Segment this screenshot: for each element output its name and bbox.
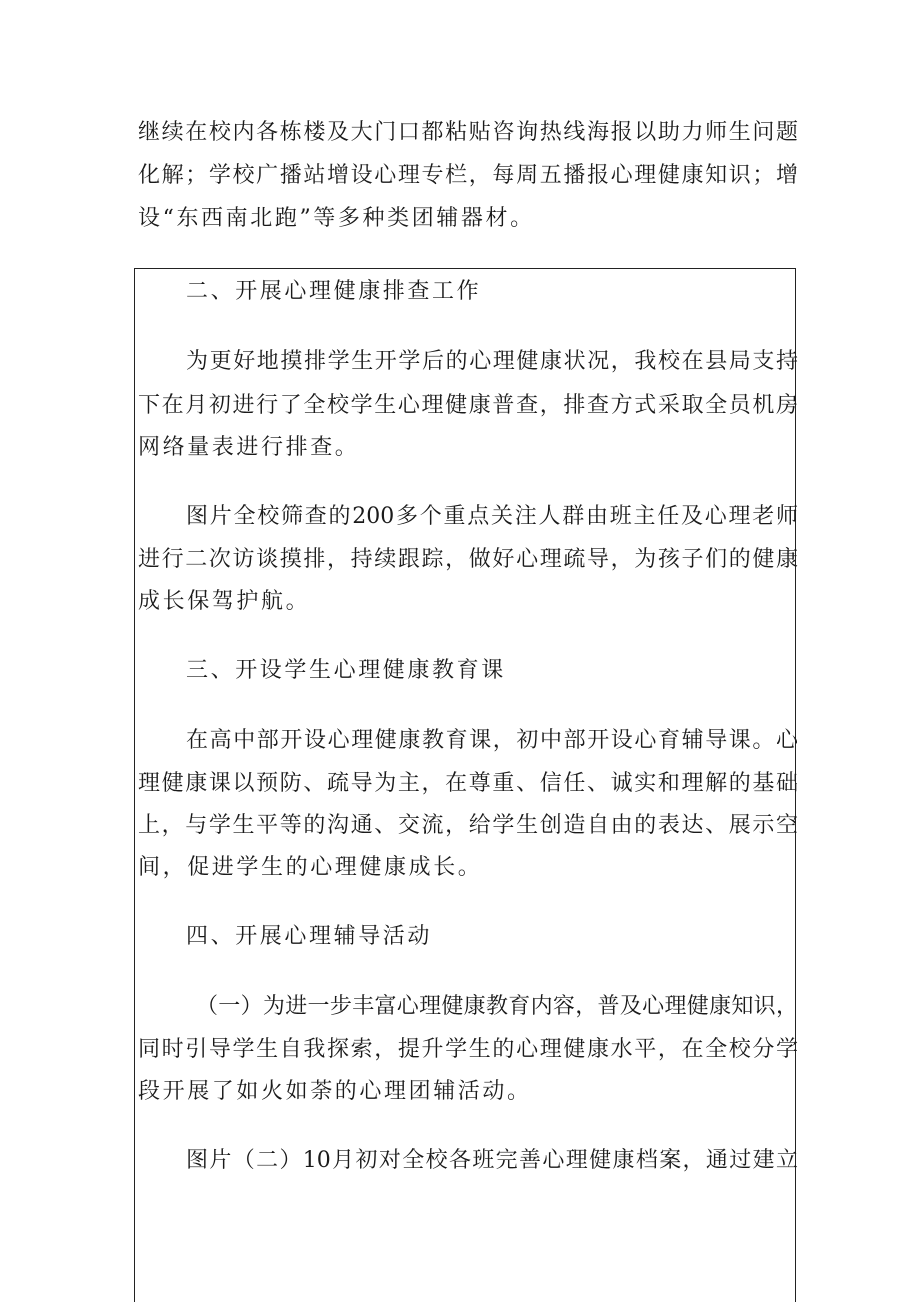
section-heading-2: 二、开展心理健康排查工作 <box>186 279 482 304</box>
p2-line-2: 进行二次访谈摸排，持续跟踪，做好心理疏导，为孩子们的健康 <box>138 547 798 572</box>
p2-line-1: 图片全校筛查的200多个重点关注人群由班主任及心理老师 <box>186 504 798 529</box>
section-heading-4: 四、开展心理辅导活动 <box>186 924 433 949</box>
intro-line-1: 继续在校内各栋楼及大门口都粘贴咨询热线海报以助力师生问题 <box>138 120 798 145</box>
p1-line-3: 网络量表进行排查。 <box>138 435 360 460</box>
p4-line-3: 段开展了如火如荼的心理团辅活动。 <box>138 1079 532 1104</box>
p3-line-3: 上，与学生平等的沟通、交流，给学生创造自由的表达、展示空 <box>138 813 798 838</box>
p3-line-2: 理健康课以预防、疏导为主，在尊重、信任、诚实和理解的基础 <box>138 771 798 796</box>
intro-line-3: 设“东西南北跑”等多种类团辅器材。 <box>138 206 535 231</box>
intro-line-2: 化解；学校广播站增设心理专栏，每周五播报心理健康知识；增 <box>138 163 798 188</box>
p1-line-1: 为更好地摸排学生开学后的心理健康状况，我校在县局支持 <box>186 349 798 374</box>
p4-line-1: （一）为进一步丰富心理健康教育内容，普及心理健康知识， <box>196 994 798 1019</box>
p3-line-1: 在高中部开设心理健康教育课，初中部开设心育辅导课。心 <box>186 728 798 753</box>
p3-line-4: 间，促进学生的心理健康成长。 <box>138 855 483 880</box>
p4-line-2: 同时引导学生自我探索，提升学生的心理健康水平，在全校分学 <box>138 1037 798 1062</box>
p1-line-2: 下在月初进行了全校学生心理健康普查，排查方式采取全员机房 <box>138 393 798 418</box>
p2-line-3: 成长保驾护航。 <box>138 589 311 614</box>
section-heading-3: 三、开设学生心理健康教育课 <box>186 658 506 683</box>
p5-line-1: 图片（二）10月初对全校各班完善心理健康档案，通过建立 <box>186 1148 798 1173</box>
